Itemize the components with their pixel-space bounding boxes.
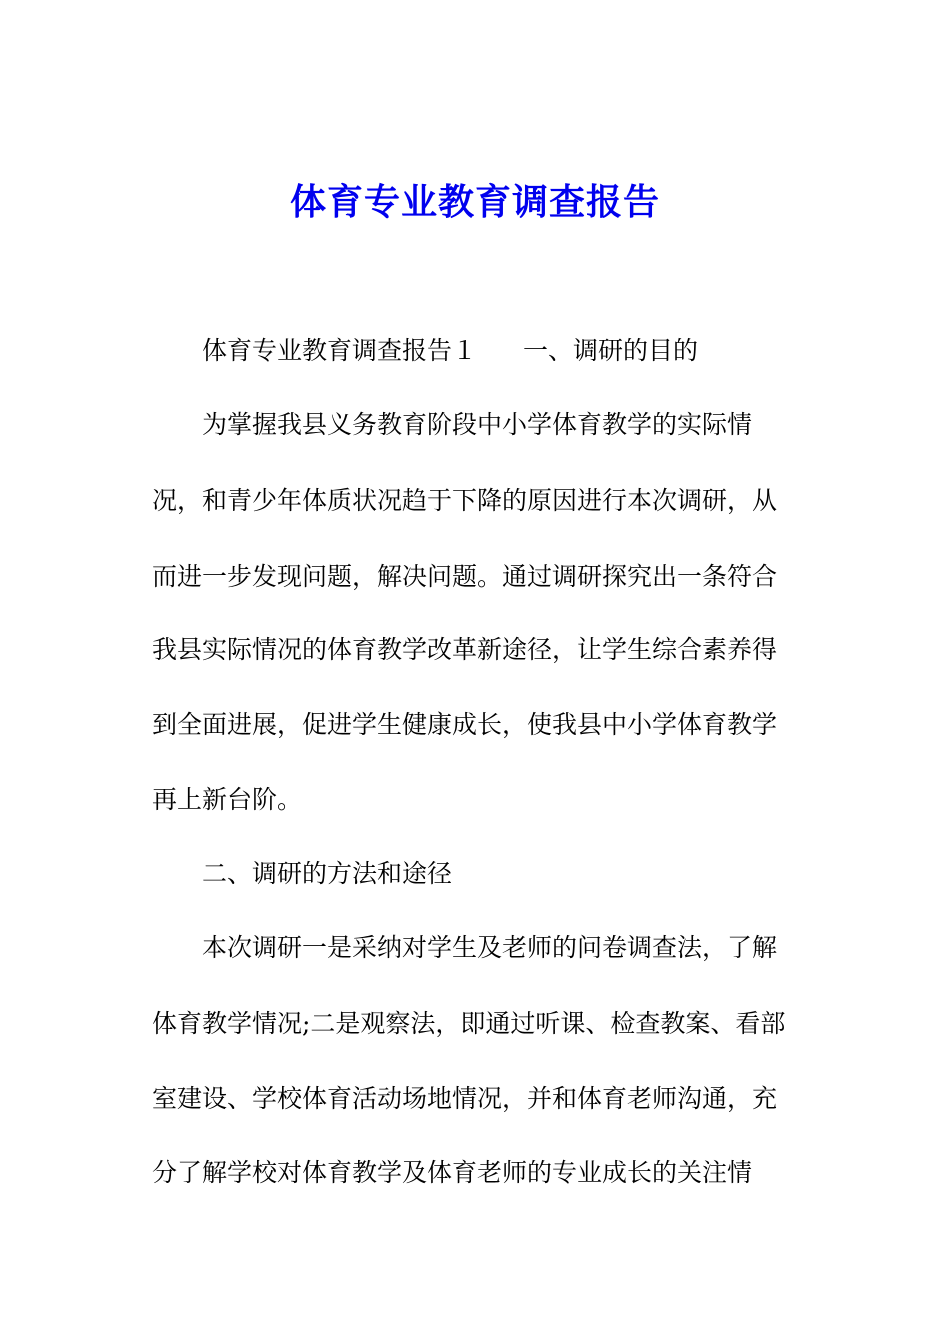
- paragraph-line: 分了解学校对体育教学及体育老师的专业成长的关注情: [152, 1158, 753, 1187]
- heading-line: [202, 331, 698, 371]
- section-heading-purpose: 一、调研的目的: [523, 336, 699, 365]
- paragraph-line: 而进一步发现问题，解决问题。通过调研探究出一条符合: [152, 562, 778, 591]
- paragraph-line: 本次调研一是采纳对学生及老师的问卷调查法，了解: [202, 933, 778, 962]
- paragraph-line: 到全面进展，促进学生健康成长，使我县中小学体育教学: [152, 710, 778, 739]
- report-subtitle: 体育专业教育调查报告１: [202, 336, 478, 365]
- document-title: 体育专业教育调查报告: [289, 181, 660, 223]
- paragraph-line: 我县实际情况的体育教学改革新途径，让学生综合素养得: [152, 635, 778, 664]
- paragraph-line: 为掌握我县义务教育阶段中小学体育教学的实际情: [202, 410, 753, 439]
- paragraph-line: 况，和青少年体质状况趋于下降的原因进行本次调研，从: [152, 486, 778, 515]
- paragraph-line: 室建设、学校体育活动场地情况，并和体育老师沟通，充: [152, 1084, 778, 1113]
- section-heading-methods: 二、调研的方法和途径: [202, 859, 453, 888]
- paragraph-line: 再上新台阶。: [152, 785, 303, 814]
- paragraph-line: 体育教学情况;二是观察法，即通过听课、检查教案、看部: [152, 1009, 786, 1038]
